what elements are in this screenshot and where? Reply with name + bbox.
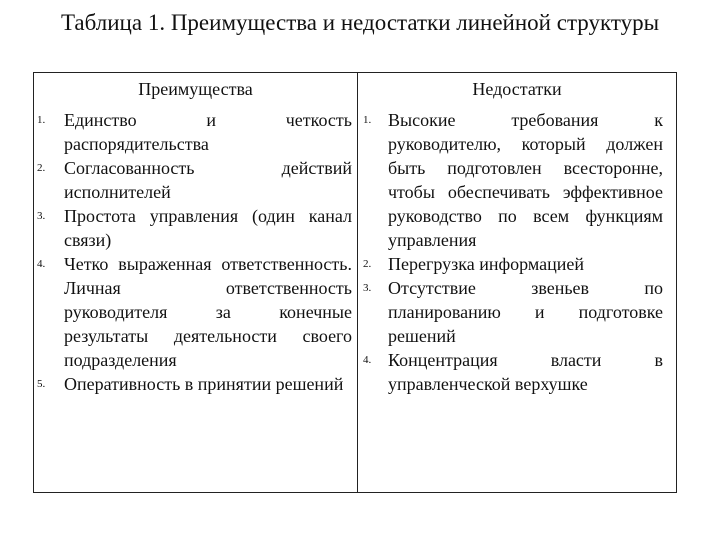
advantages-header: Преимущества: [138, 79, 253, 99]
item-number: 3.: [37, 210, 46, 222]
list-item: [34, 156, 352, 204]
item-number: 1.: [37, 114, 46, 126]
item-text: Отсутствие звеньев по планированию и подготовке решений: [388, 278, 663, 346]
list-item: [34, 252, 352, 372]
item-text: Оперативность в принятии решений: [64, 374, 344, 394]
advantages-column: [34, 73, 358, 492]
item-number: 2.: [37, 162, 46, 174]
item-number: 5.: [37, 378, 46, 390]
advantages-list: [34, 108, 352, 396]
list-item: [358, 276, 663, 348]
list-item: [34, 372, 352, 396]
list-item: [358, 108, 663, 252]
item-text: Перегрузка информацией: [388, 254, 584, 274]
disadvantages-list: [358, 108, 663, 396]
item-text: Согласованность действий исполнителей: [64, 158, 352, 202]
list-item: [34, 204, 352, 252]
item-text: Простота управления (один канал связи): [64, 206, 352, 250]
item-number: 1.: [363, 114, 372, 126]
item-number: 3.: [363, 282, 372, 294]
item-number: 4.: [37, 258, 46, 270]
item-number: 2.: [363, 258, 372, 270]
item-text: Высокие требования к руководителю, который должен быть подготовлен всесторонне, чтобы обеспечивать эффективное руководство по всем функциям управления: [388, 110, 663, 250]
list-item: [358, 348, 663, 396]
comparison-table: [33, 72, 677, 493]
item-text: Концентрация власти в управленческой верхушке: [388, 350, 663, 394]
disadvantages-column: [358, 73, 676, 492]
item-number: 4.: [363, 354, 372, 366]
page-title: Таблица 1. Преимущества и недостатки линейной структуры: [60, 10, 660, 35]
item-text: Единство и четкость распорядительства: [64, 110, 352, 154]
list-item: [358, 252, 663, 276]
list-item: [34, 108, 352, 156]
disadvantages-header: Недостатки: [472, 79, 562, 99]
item-text: Четко выраженная ответственность. Личная ответственность руководителя за конечные результаты деятельности своего подразделения: [64, 254, 352, 370]
